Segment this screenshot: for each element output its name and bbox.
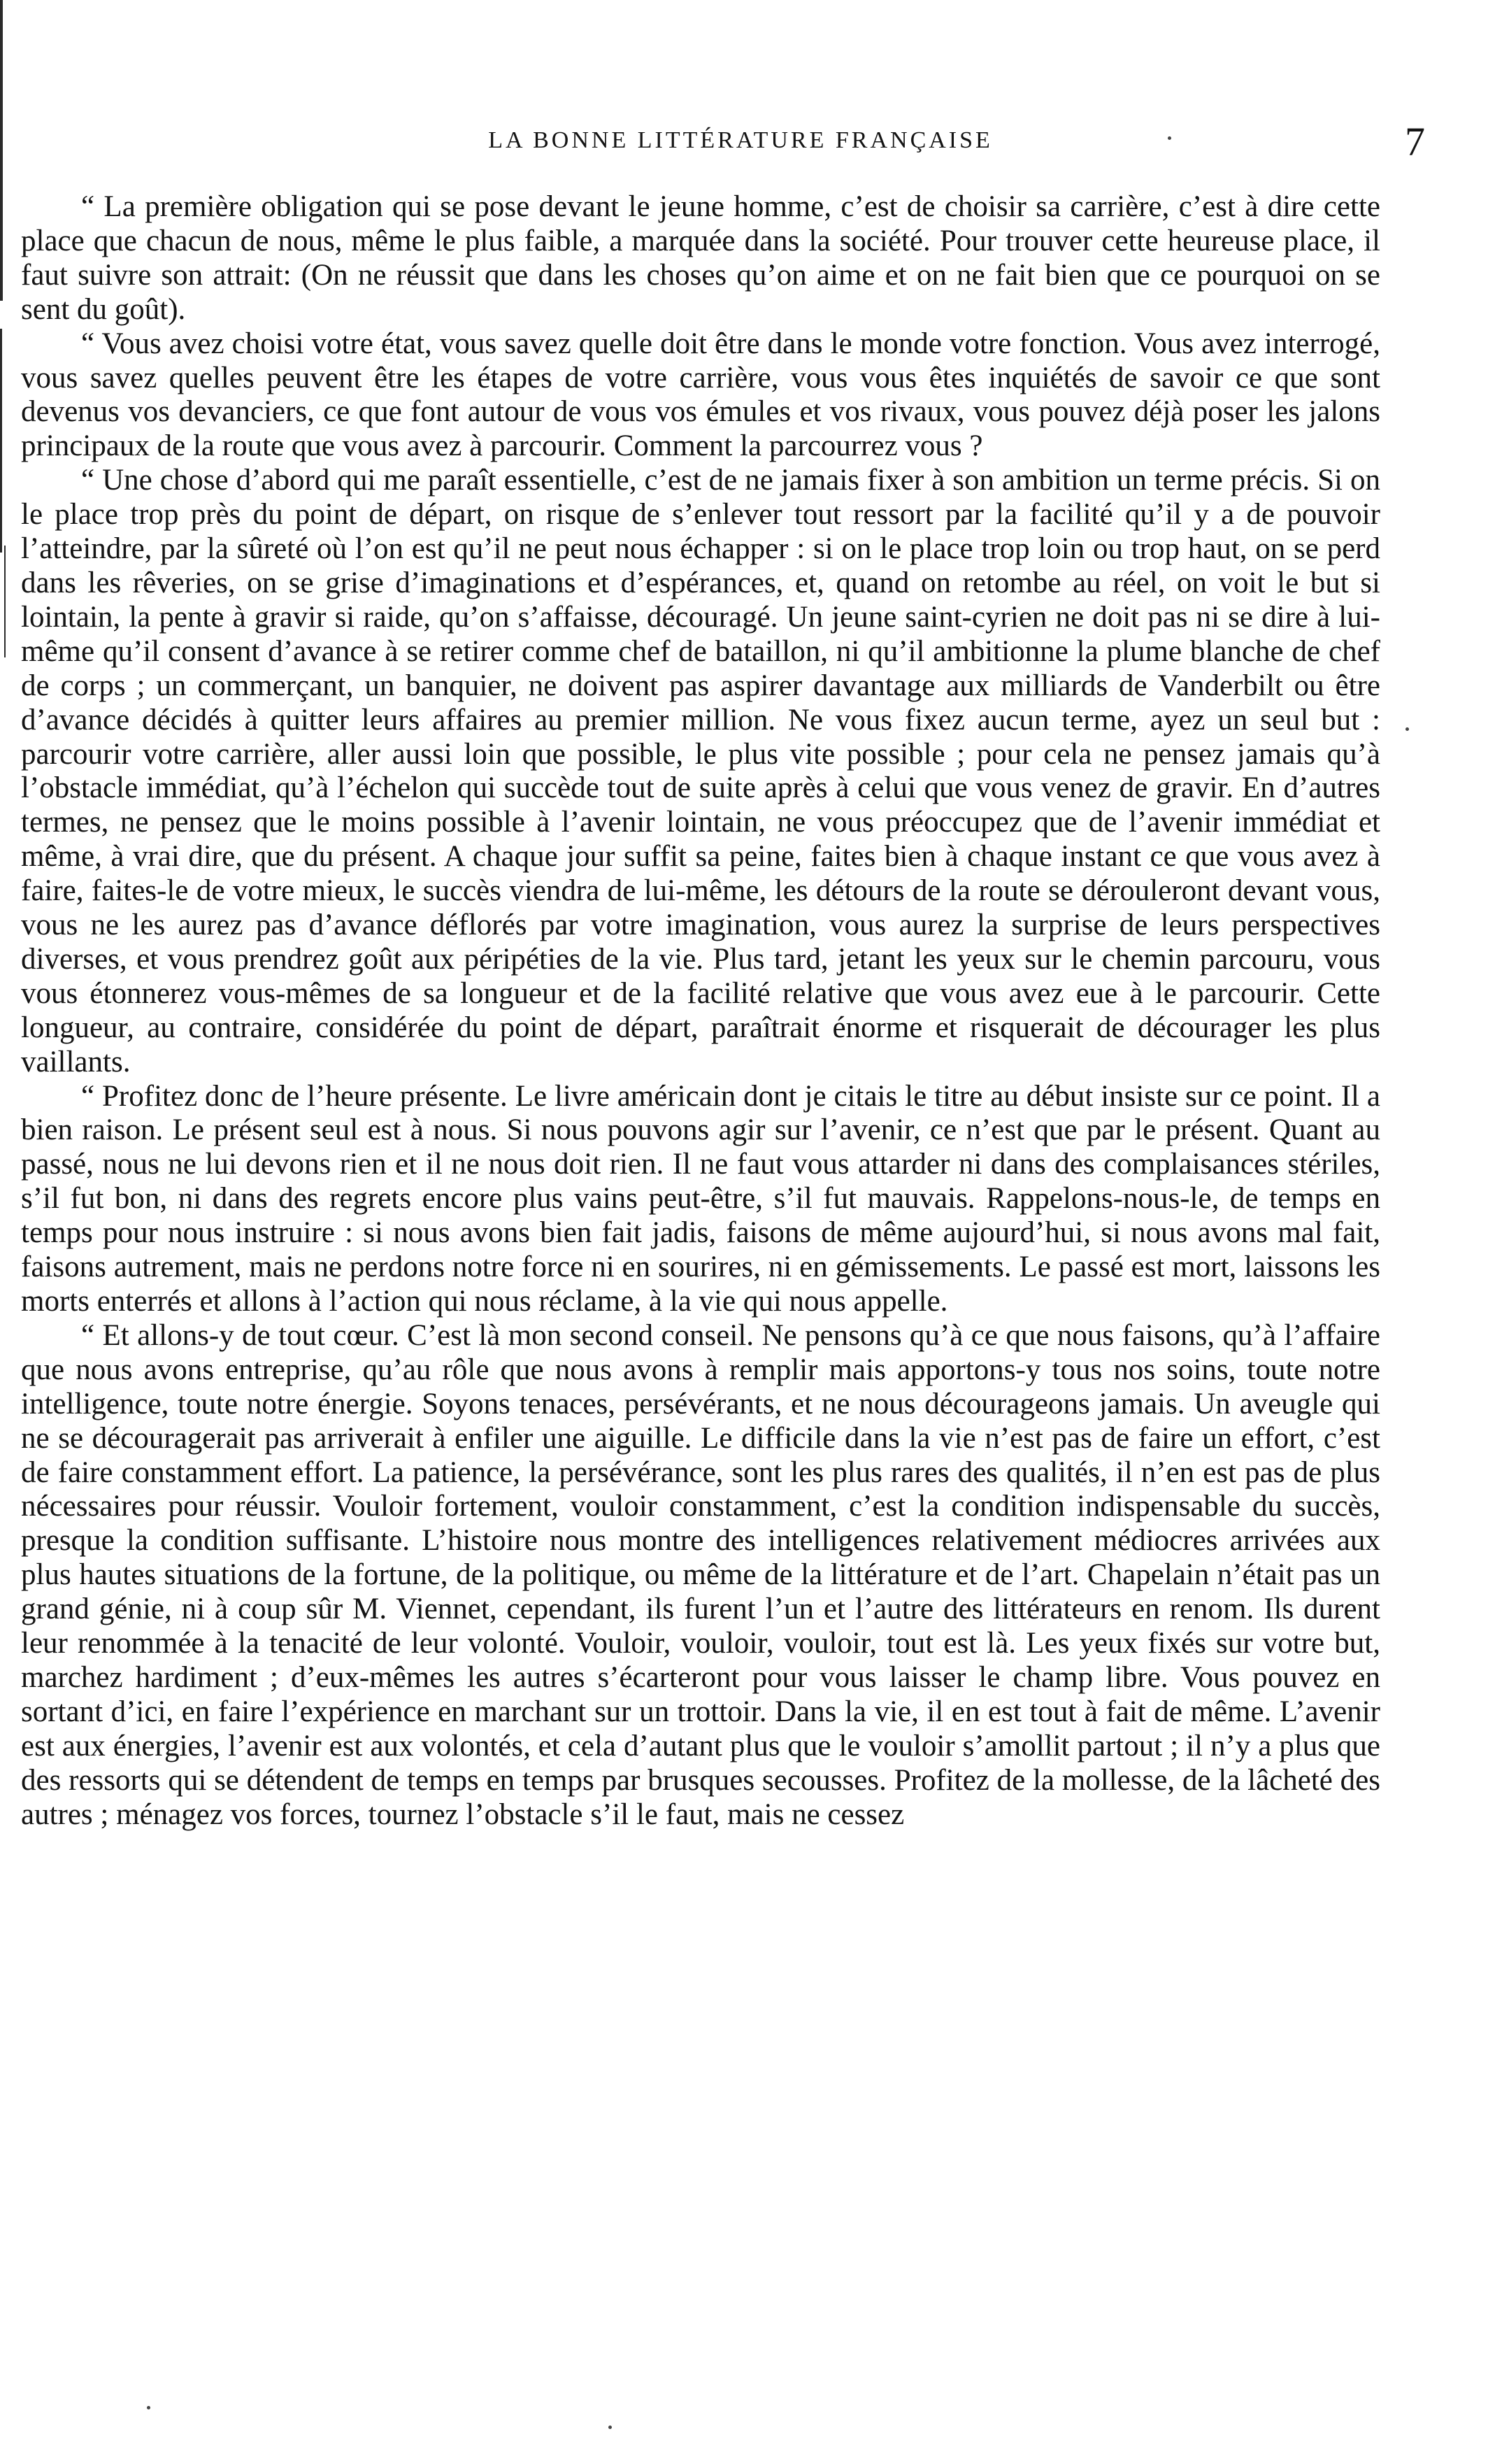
ink-speck bbox=[1405, 727, 1409, 731]
page-number: 7 bbox=[1405, 119, 1425, 164]
ink-speck bbox=[1168, 136, 1171, 140]
paragraph: “ Une chose d’abord qui me paraît essentielle, c’est de ne jamais fixer à son ambition un terme précis. Si on le place trop près du point de départ, on risque de s’enlever tout ressort par la facilité qu’il y a de pouvoir l’atteindre, par la sûreté où l’on est qu’il ne peut nous échapper : si on le place trop loin ou trop haut, on se perd dans les rêveries, on se grise d’imaginations et d’espérances, et, quand on retombe au réel, on voit le but si lointain, la pente à gravir si raide, qu’on s’affaisse, découragé. Un jeune saint-cyrien ne doit pas ni se dire à lui-même qu’il consent d’avance à se retirer comme chef de bataillon, ni qu’il ambitionne la plume blanche de chef de corps ; un commerçant, un banquier, ne doivent pas aspirer davantage aux milliards de Vanderbilt ou être d’avance décidés à quitter leurs affaires au premier million. Ne vous fixez aucun terme, ayez un seul but : parcourir votre carrière, aller aussi loin que possible, le plus vite possible ; pour cela ne pensez jamais qu’à l’obstacle immédiat, qu’à l’échelon qui succède tout de suite après à celui que vous venez de gravir. En d’autres termes, ne pensez que le moins possible à l’avenir lointain, ne vous préoccupez que de l’avenir immédiat et même, à vrai dire, que du présent. A chaque jour suffit sa peine, faites bien à chaque instant ce que vous avez à faire, faites-le de votre mieux, le succès viendra de lui-même, les détours de la route se dérouleront devant vous, vous ne les aurez pas d’avance déflorés par votre imagination, vous aurez la surprise de leurs perspectives diverses, et vous prendrez goût aux péripéties de la vie. Plus tard, jetant les yeux sur le chemin parcouru, vous vous étonnerez vous-mêmes de sa longueur et de la facilité relative que vous avez eue à le parcourir. Cette longueur, au contraire, considérée du point de départ, paraîtrait énorme et risquerait de décourager les plus vaillants. bbox=[21, 464, 1380, 1078]
page-edge-line bbox=[0, 0, 3, 301]
running-title: LA BONNE LITTÉRATURE FRANÇAISE bbox=[488, 127, 993, 153]
paragraph: “ Profitez donc de l’heure présente. Le livre américain dont je citais le titre au début insiste sur ce point. Il a bien raison. Le présent seul est à nous. Si nous pouvons agir sur l’avenir, ce n’est que par le présent. Quant au passé, nous ne lui devons rien et il ne nous doit rien. Il ne faut vous attarder ni dans des complaisances stériles, s’il fut bon, ni dans des regrets encore plus vains peut-être, s’il fut mauvais. Rappelons-nous-le, de temps en temps pour nous instruire : si nous avons bien fait jadis, faisons de même aujourd’hui, si nous avons mal fait, faisons autrement, mais ne perdons notre force ni en sourires, ni en gémissements. Le passé est mort, laissons les morts enterrés et allons à l’action qui nous réclame, à la vie qui nous appelle. bbox=[21, 1079, 1380, 1318]
page-header bbox=[56, 117, 1425, 166]
ink-speck bbox=[608, 2426, 612, 2429]
page-edge-line bbox=[4, 546, 6, 657]
paragraph: “ Vous avez choisi votre état, vous savez quelle doit être dans le monde votre fonction. Vous avez interrogé, vous savez quelles peuvent être les étapes de votre carrière, vous vous êtes inquiétés de savoir ce que sont devenus vos devanciers, ce que font autour de vous vos émules et vos rivaux, vous pouvez déjà poser les jalons principaux de la route que vous avez à parcourir. Comment la parcourrez vous ? bbox=[21, 327, 1380, 463]
ink-speck bbox=[147, 2406, 150, 2409]
paragraph: “ Et allons-y de tout cœur. C’est là mon second conseil. Ne pensons qu’à ce que nous faisons, qu’à l’affaire que nous avons entreprise, qu’au rôle que nous avons à remplir mais apportons-y tous nos soins, toute notre intelligence, toute notre énergie. Soyons tenaces, persévérants, et ne nous décourageons jamais. Un aveugle qui ne se découragerait pas arriverait à enfiler une aiguille. Le difficile dans la vie n’est pas de faire un effort, c’est de faire constamment effort. La patience, la persévérance, sont les plus rares des qualités, il n’en est pas de plus nécessaires pour réussir. Vouloir fortement, vouloir constamment, c’est la condition indispensable du succès, presque la condition suffisante. L’histoire nous montre des intelligences relativement médiocres arrivées aux plus hautes situations de la fortune, de la politique, ou même de la littérature et de l’art. Chapelain n’était pas un grand génie, ni à coup sûr M. Viennet, cependant, ils furent l’un et l’autre des littérateurs en renom. Ils durent leur renommée à la tenacité de leur volonté. Vouloir, vouloir, vouloir, tout est là. Les yeux fixés sur votre but, marchez hardiment ; d’eux-mêmes les autres s’écarteront pour vous laisser le champ libre. Vous pouvez en sortant d’ici, en faire l’expérience en marchant sur un trottoir. Dans la vie, il en est tout à fait de même. L’avenir est aux énergies, l’avenir est aux volontés, et cela d’autant plus que le vouloir s’amollit partout ; il n’y a plus que des ressorts qui se détendent de temps en temps par brusques secousses. Profitez de la mollesse, de la lâcheté des autres ; ménagez vos forces, tournez l’obstacle s’il le faut, mais ne cessez bbox=[21, 1318, 1380, 1831]
paragraph: “ La première obligation qui se pose devant le jeune homme, c’est de choisir sa carrière, c’est à dire cette place que chacun de nous, même le plus faible, a marquée dans la société. Pour trouver cette heureuse place, il faut suivre son attrait: (On ne réussit que dans les choses qu’on aime et on ne fait bien que ce pourquoi on se sent du goût). bbox=[21, 190, 1380, 326]
body-text bbox=[21, 190, 1380, 1832]
page-edge-line bbox=[0, 329, 2, 553]
